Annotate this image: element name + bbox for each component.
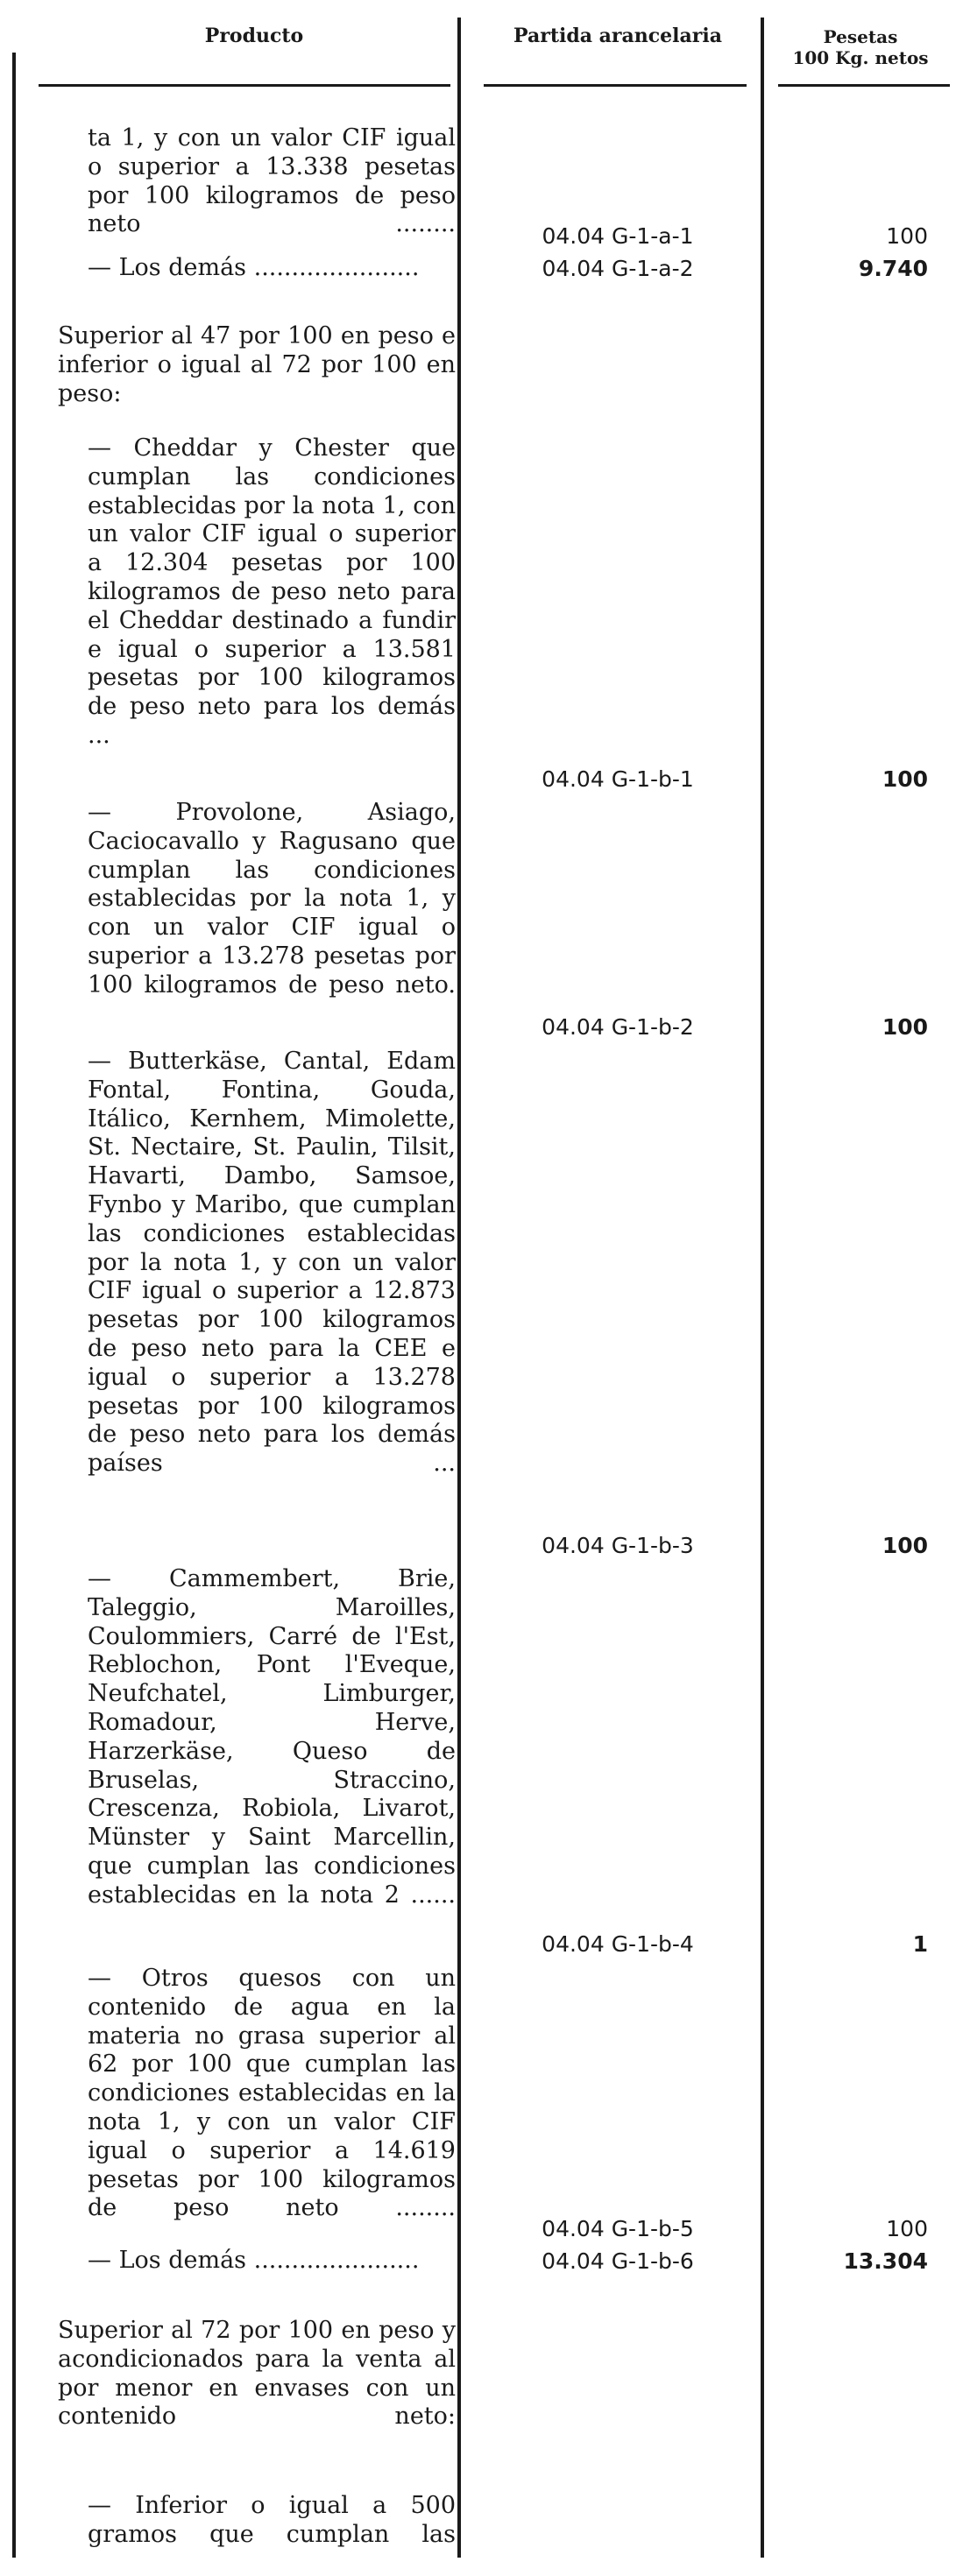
column-header-pesetas-line2: 100 Kg. netos [792,47,929,68]
row-code-g1b5: 04.04 G-1-b-5 [542,2216,694,2241]
row-value-g1b2: 100 [882,1014,928,1040]
row-value-g1b4: 1 [912,1931,928,1957]
column-header-pesetas [773,26,948,68]
column-divider-2 [761,18,764,2558]
header-rule-3 [778,84,950,87]
row-code-g1b6: 04.04 G-1-b-6 [542,2248,694,2274]
row-code-g1a1: 04.04 G-1-a-1 [542,223,694,249]
row-value-g1b5: 100 [886,2216,928,2241]
column-header-pesetas-line1: Pesetas [823,26,898,47]
row-value-g1a1: 100 [886,223,928,249]
row-text-g1b1: — Cheddar y Chester que cumplan las condiciones establecidas por la nota 1, con un valor CIF igual o superior a 12.304 pesetas por 100 kilogramos de peso neto para el Cheddar destinado a fundir e igual o superior a 13.581 pesetas por 100 kilogramos de peso neto para los demás ... [88,434,456,749]
row-code-g1b3: 04.04 G-1-b-3 [542,1533,694,1558]
row-text-g1b3: — Butterkäse, Cantal, Edam Fontal, Fontina, Gouda, Itálico, Kernhem, Mimolette, St. Nectaire, St. Paulin, Tilsit, Havarti, Dambo, Samsoe, Fynbo y Maribo, que cumplan las condiciones establecidas por la nota 1, y con un valor CIF igual o superior a 12.873 pesetas por 100 kilogramos de peso neto para la CEE e igual o superior a 13.278 pesetas por 100 kilogramos de peso neto para los demás países ... [88,1048,456,1478]
row-text-g1a2: — Los demás ...................... [88,254,420,281]
row-text-inferior-500: — Inferior o igual a 500 gramos que cumplan las [88,2492,456,2548]
row-value-g1b6: 13.304 [843,2248,928,2274]
column-divider-1 [457,18,461,2558]
row-text-g1b5: — Otros quesos con un contenido de agua en la materia no grasa superior al 62 por 100 que cumplan las condiciones establecidas en la nota 1, y con un valor CIF igual o superior a 14.619 pesetas por 100 kilogramos de peso neto ........ [88,1965,456,2222]
column-header-partida: Partida arancelaria [513,25,722,47]
row-value-g1b3: 100 [882,1533,928,1558]
row-text-g1a1: ta 1, y con un valor CIF igual o superior a 13.338 pesetas por 100 kilogramos de peso neto ........ [88,124,456,238]
row-code-g1a2: 04.04 G-1-a-2 [542,256,694,281]
row-text-heading-47-72: Superior al 47 por 100 en peso e inferior o igual al 72 por 100 en peso: [58,322,456,407]
row-text-heading-72: Superior al 72 por 100 en peso y acondicionados para la venta al por menor en envases con un contenido neto: [58,2317,456,2431]
row-code-g1b2: 04.04 G-1-b-2 [542,1014,694,1040]
row-text-g1b2: — Provolone, Asiago, Caciocavallo y Ragusano que cumplan las condiciones establecidas por la nota 1, y con un valor CIF igual o superior a 13.278 pesetas por 100 kilogramos de peso neto. [88,799,456,999]
row-code-g1b4: 04.04 G-1-b-4 [542,1931,694,1957]
header-rule-2 [484,84,747,87]
row-value-g1b1: 100 [882,766,928,792]
row-code-g1b1: 04.04 G-1-b-1 [542,766,694,792]
left-border [12,53,16,2558]
row-value-g1a2: 9.740 [858,256,928,281]
row-text-g1b4: — Cammembert, Brie, Taleggio, Maroilles, Coulommiers, Carré de l'Est, Reblochon, Pont l'Eveque, Neufchatel, Limburger, Romadour, Herve, Harzerkäse, Queso de Bruselas, Straccino, Crescenza, Robiola, Livarot, Münster y Saint Marcellin, que cumplan las condiciones establecidas en la nota 2 ...... [88,1565,456,1909]
row-text-g1b6: — Los demás ...................... [88,2247,420,2274]
column-header-producto: Producto [204,25,304,47]
header-rule-1 [39,84,450,87]
